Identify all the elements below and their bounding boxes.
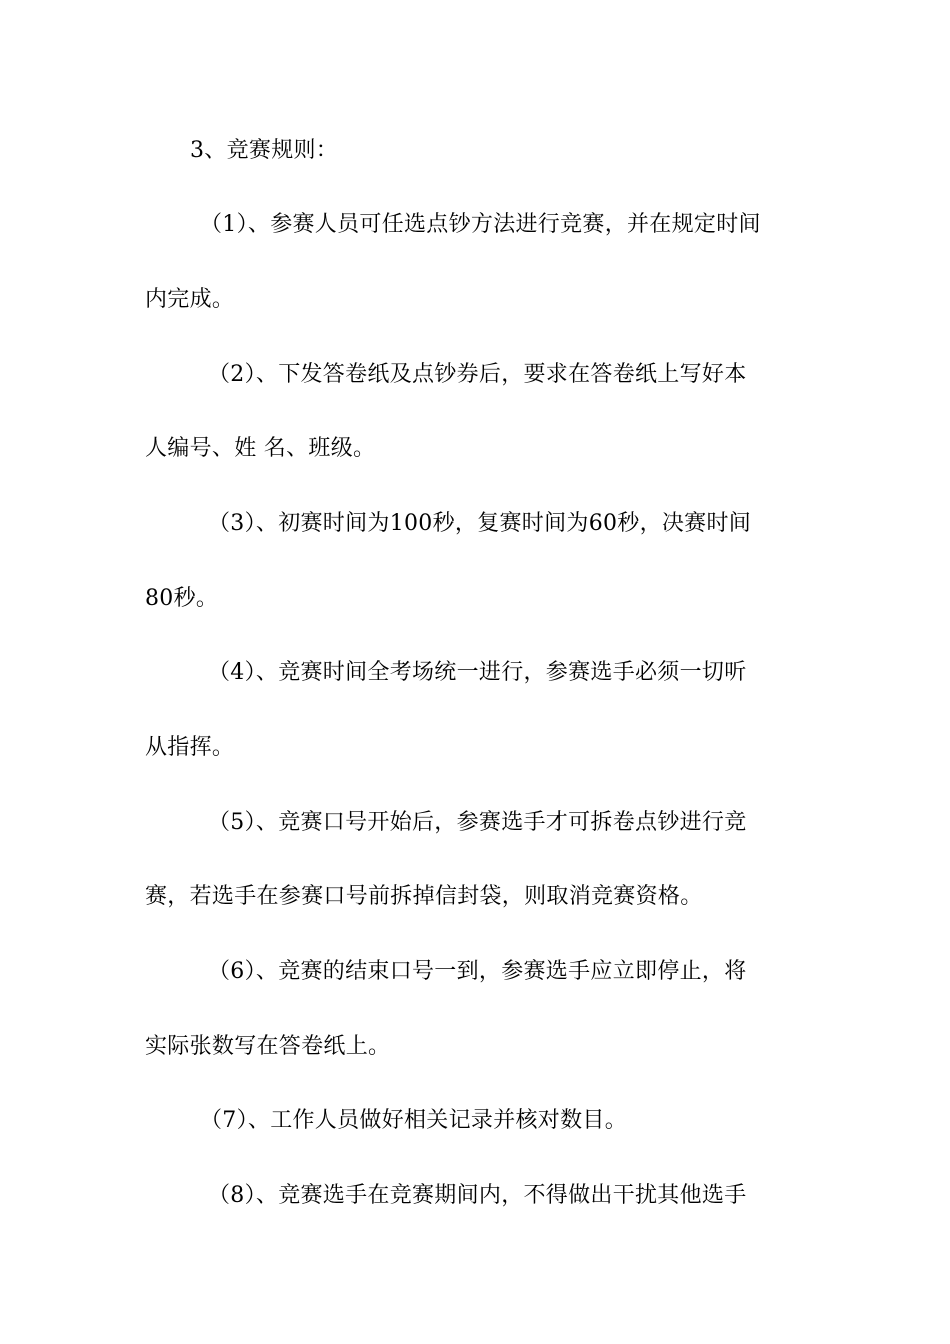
rule-5-line-1: （5）、竞赛口号开始后，参赛选手才可拆卷点钞进行竞 bbox=[208, 810, 747, 835]
rule-2-line-2: 人编号、姓 名、班级。 bbox=[145, 436, 376, 461]
rule-5-line-2: 赛，若选手在参赛口号前拆掉信封袋，则取消竞赛资格。 bbox=[145, 884, 703, 909]
rule-2-line-1: （2）、下发答卷纸及点钞券后，要求在答卷纸上写好本 bbox=[208, 362, 747, 387]
rule-4-line-1: （4）、竞赛时间全考场统一进行，参赛选手必须一切听 bbox=[208, 660, 747, 685]
rule-4-line-2: 从指挥。 bbox=[145, 735, 235, 760]
section-heading: 3、竞赛规则： bbox=[190, 138, 339, 163]
rule-3-line-1: （3）、初赛时间为100秒，复赛时间为60秒，决赛时间 bbox=[208, 511, 752, 536]
rule-3-line-2: 80秒。 bbox=[145, 586, 219, 611]
rule-6-line-1: （6）、竞赛的结束口号一到，参赛选手应立即停止，将 bbox=[208, 959, 747, 984]
rule-7-line-1: （7）、工作人员做好相关记录并核对数目。 bbox=[200, 1108, 627, 1133]
rule-1-line-1: （1）、参赛人员可任选点钞方法进行竞赛，并在规定时间 bbox=[200, 212, 761, 237]
rule-8-line-1: （8）、竞赛选手在竞赛期间内，不得做出干扰其他选手 bbox=[208, 1183, 747, 1208]
rule-6-line-2: 实际张数写在答卷纸上。 bbox=[145, 1034, 391, 1059]
rule-1-line-2: 内完成。 bbox=[145, 287, 235, 312]
